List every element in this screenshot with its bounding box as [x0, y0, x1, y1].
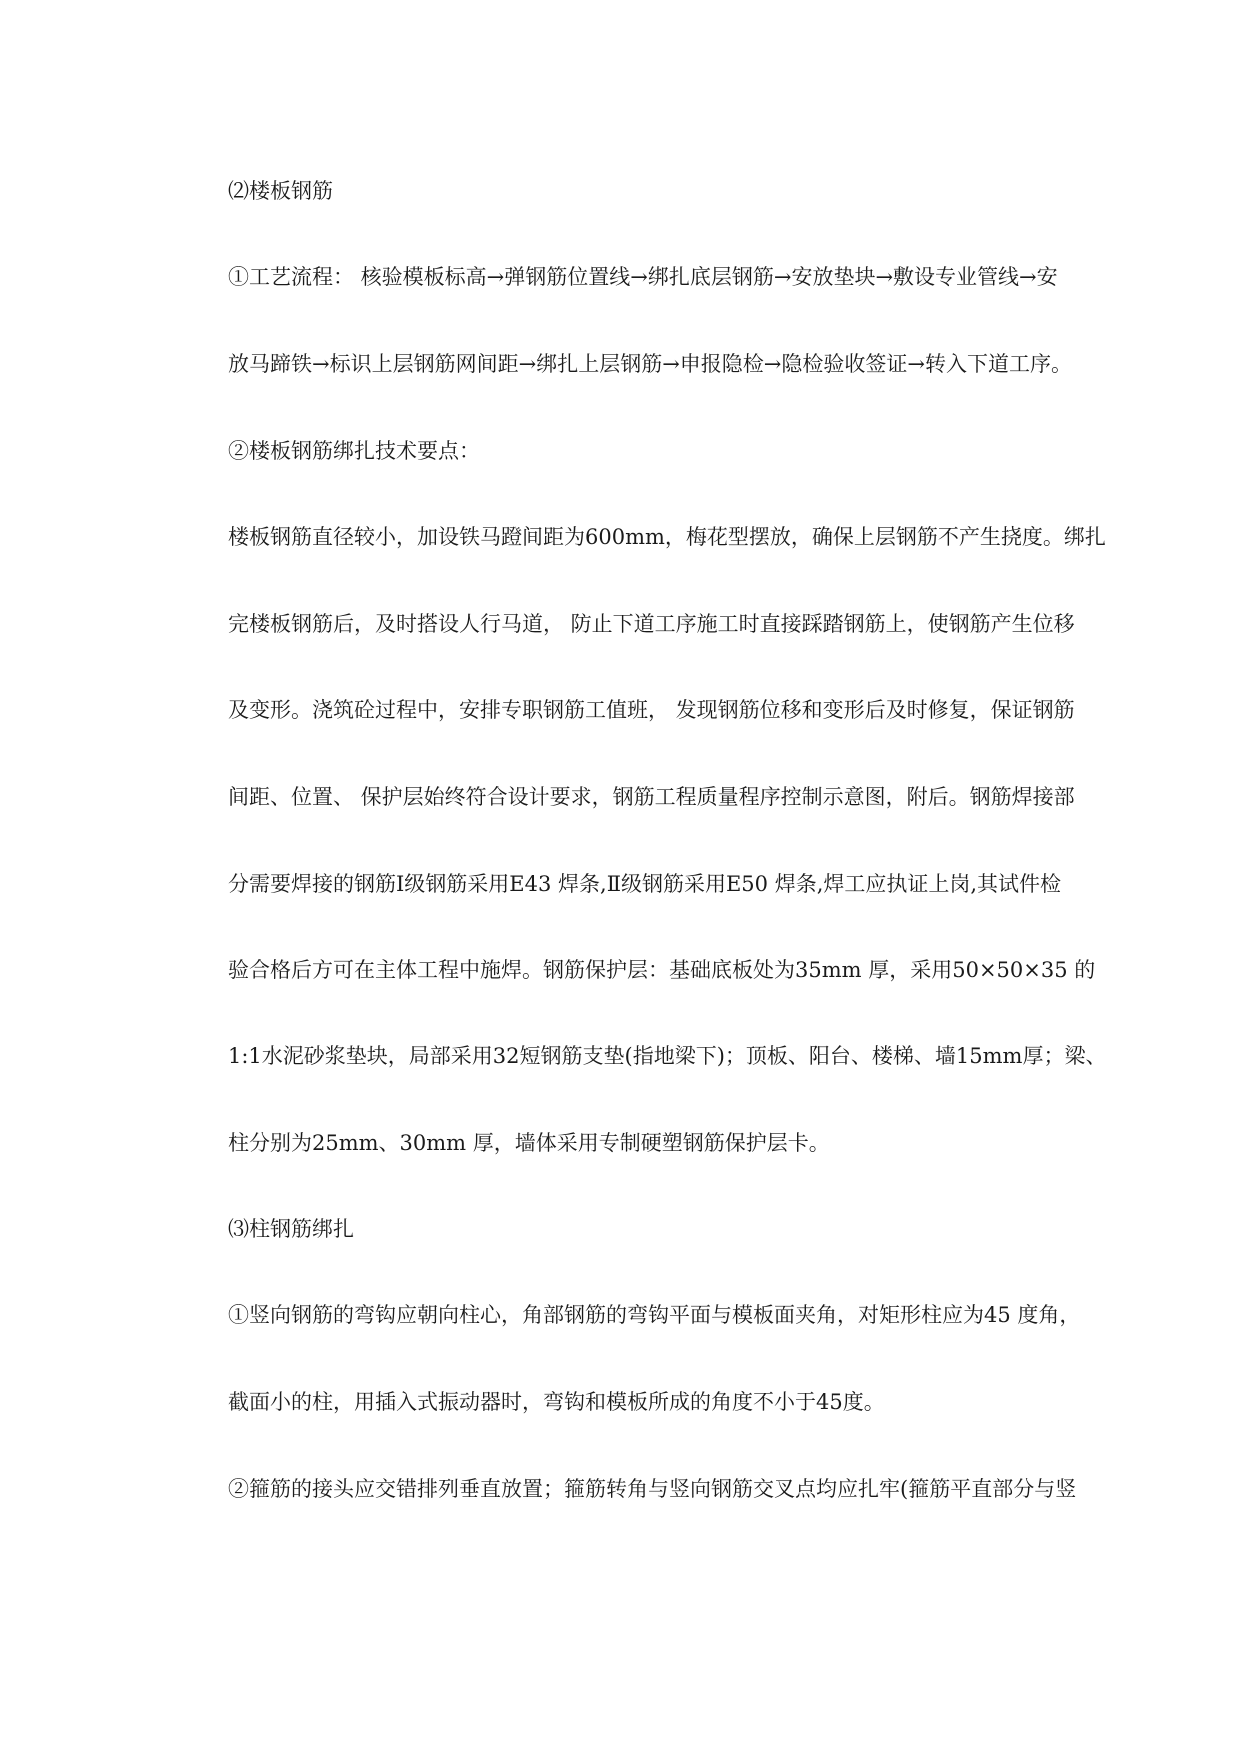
section-heading-column-rebar: ⑶柱钢筋绑扎	[228, 1217, 354, 1241]
section-heading-floor-slab-rebar: ⑵楼板钢筋	[228, 179, 333, 203]
paragraph-line: 楼板钢筋直径较小，加设铁马蹬间距为600mm，梅花型摆放，确保上层钢筋不产生挠度。绑扎	[228, 525, 1106, 549]
subheading-technical-points: ②楼板钢筋绑扎技术要点：	[228, 439, 480, 463]
paragraph-line: 放马蹄铁→标识上层钢筋网间距→绑扎上层钢筋→申报隐检→隐检验收签证→转入下道工序。	[228, 352, 1072, 376]
paragraph-line: 柱分别为25mm、30mm 厚，墙体采用专制硬塑钢筋保护层卡。	[228, 1131, 830, 1155]
paragraph-line: 分需要焊接的钢筋Ⅰ级钢筋采用E43 焊条,Ⅱ级钢筋采用E50 焊条,焊工应执证上岗,其试件检	[228, 872, 1062, 896]
paragraph-line: ①竖向钢筋的弯钩应朝向柱心，角部钢筋的弯钩平面与模板面夹角，对矩形柱应为45 度角，	[228, 1303, 1081, 1327]
paragraph-line: ②箍筋的接头应交错排列垂直放置；箍筋转角与竖向钢筋交叉点均应扎牢(箍筋平直部分与竖	[228, 1477, 1077, 1501]
paragraph-line: 截面小的柱，用插入式振动器时，弯钩和模板所成的角度不小于45度。	[228, 1390, 885, 1414]
paragraph-line: 1:1水泥砂浆垫块，局部采用32短钢筋支垫(指地梁下)；顶板、阳台、楼梯、墙15mm厚；梁、	[228, 1044, 1107, 1068]
paragraph-line: 完楼板钢筋后，及时搭设人行马道， 防止下道工序施工时直接踩踏钢筋上，使钢筋产生位移	[228, 612, 1075, 636]
paragraph-line: 及变形。浇筑砼过程中，安排专职钢筋工值班， 发现钢筋位移和变形后及时修复，保证钢筋	[228, 698, 1075, 722]
paragraph-line: 验合格后方可在主体工程中施焊。钢筋保护层：基础底板处为35mm 厚，采用50×50×35 的	[228, 958, 1096, 982]
paragraph-line: 间距、位置、 保护层始终符合设计要求，钢筋工程质量程序控制示意图，附后。钢筋焊接部	[228, 785, 1075, 809]
paragraph-line: ①工艺流程： 核验模板标高→弹钢筋位置线→绑扎底层钢筋→安放垫块→敷设专业管线→安	[228, 265, 1058, 289]
